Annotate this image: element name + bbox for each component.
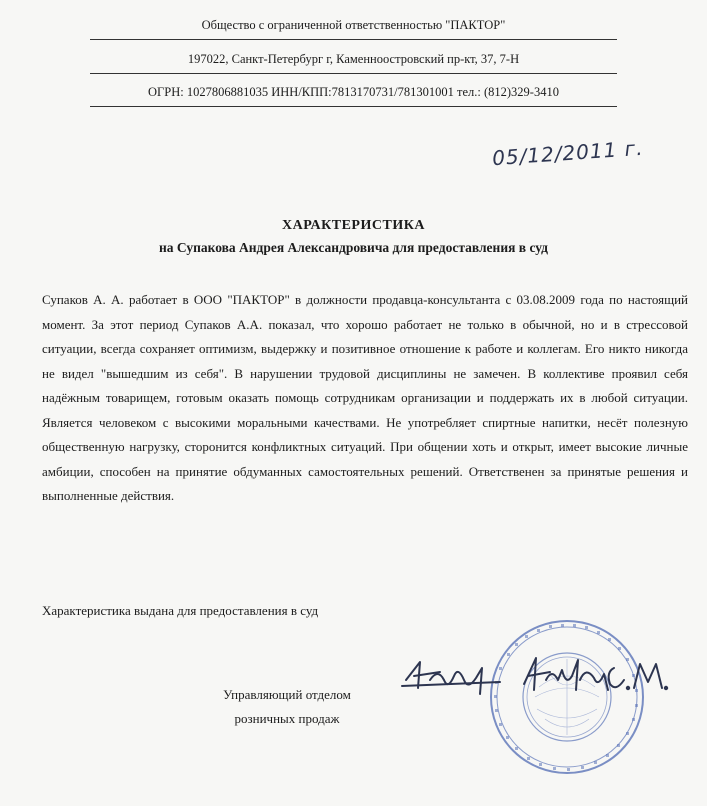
- position-line-2: розничных продаж: [234, 711, 340, 726]
- document-body: Супаков А. А. работает в ООО "ПАКТОР" в должности продавца-консультанта с 03.08.2009 года по настоящий момент. За этот период Супаков А.А. показал, что хорошо работает не только в обычной, но и в стрессовой ситуации, всегда сохраняет оптимизм, выдержку и позитивное отношение к работе и коллегам. Его никто никогда не видел "вышедшим из себя". В нарушении трудовой дисциплины не замечен. В коллективе проявил себя надёжным товарищем, готовым оказать помощь сотрудникам организации и поддержать их в любой ситуации. Является человеком с высокими моральными качествами. Не употребляет спиртные напитки, несёт полезную общественную нагрузку, сторонится конфликтных ситуаций. При общении хоть и открыт, имеет высокие личные амбиции, способен на принятие обдуманных самостоятельных решений. Ответственен за принятые решения и выполненные действия.: [42, 292, 688, 503]
- document-title: ХАРАКТЕРИСТИКА: [282, 218, 425, 233]
- letterhead-rule: [90, 39, 617, 40]
- letterhead-address: 197022, Санкт-Петербург г, Каменноостровский пр-кт, 37, 7-Н: [187, 52, 520, 66]
- issued-for-statement: Характеристика выдана для предоставления в суд: [42, 603, 319, 618]
- letterhead-company-name: Общество с ограниченной ответственностью "ПАКТОР": [201, 18, 506, 32]
- letterhead-rule: [90, 73, 617, 74]
- letterhead-rule: [90, 106, 617, 107]
- signature: [400, 650, 690, 710]
- handwritten-date: 05/12/2011 г.: [491, 135, 645, 171]
- document-subtitle: на Супакова Андрея Александровича для предоставления в суд: [159, 240, 548, 255]
- signatory-position: [207, 683, 367, 731]
- letterhead-registration: ОГРН: 1027806881035 ИНН/КПП:7813170731/781301001 тел.: (812)329-3410: [148, 85, 559, 99]
- position-line-1: Управляющий отделом: [223, 687, 351, 702]
